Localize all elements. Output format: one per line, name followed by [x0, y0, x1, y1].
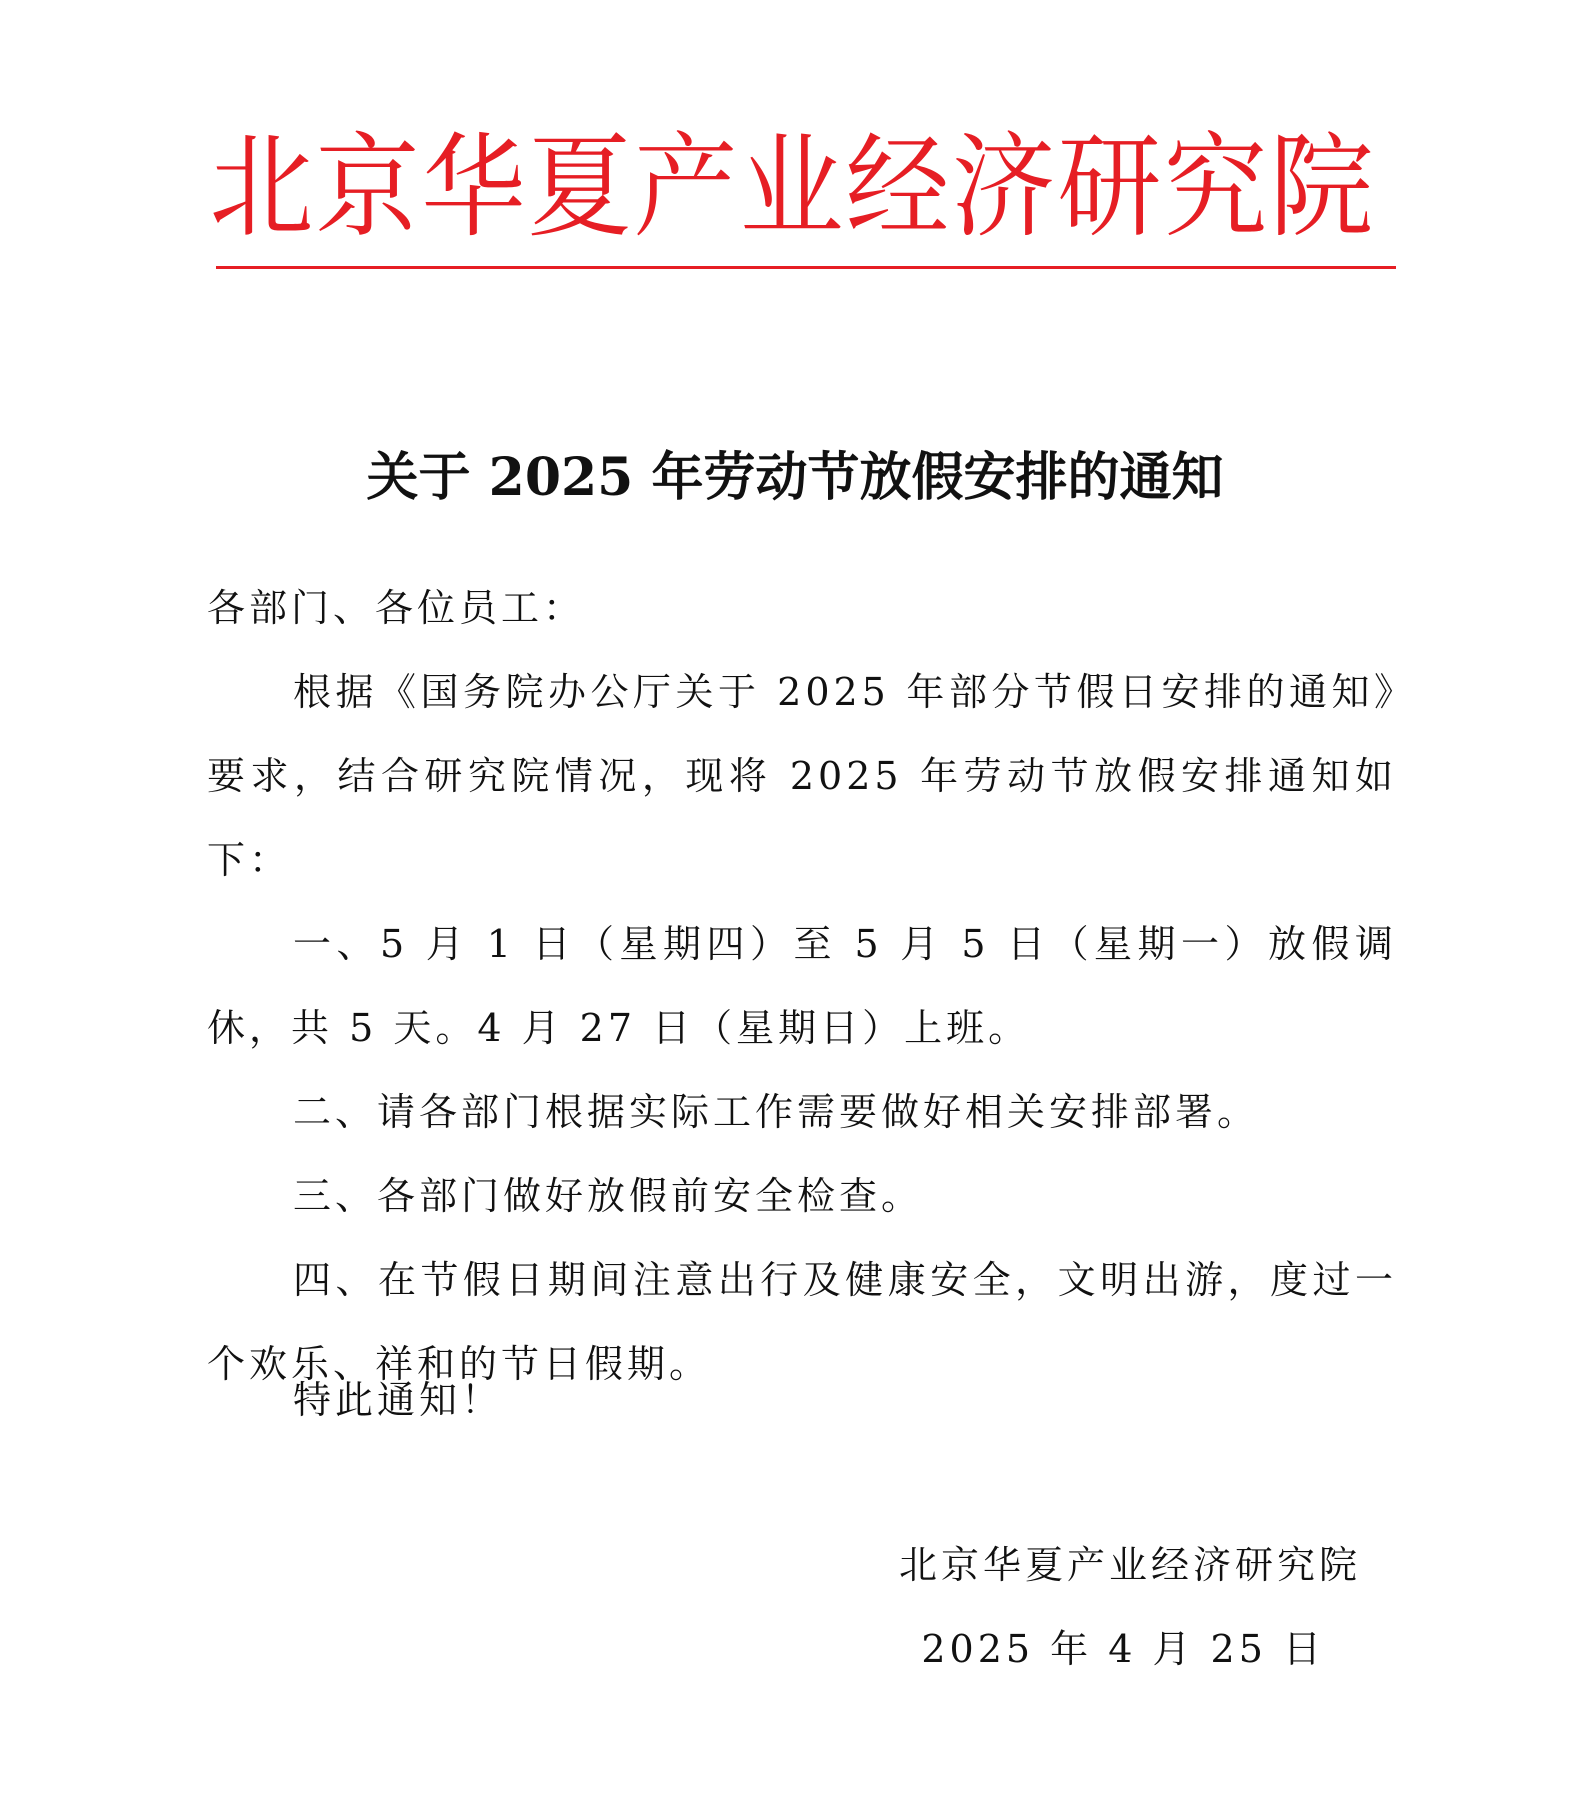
header-red-rule — [216, 266, 1396, 269]
document-body — [207, 566, 1397, 1406]
signature-organization: 北京华夏产业经济研究院 — [898, 1543, 1361, 1587]
paragraph-item-4: 四、在节假日期间注意出行及健康安全，文明出游，度过一个欢乐、祥和的节日假期。 — [207, 1258, 1397, 1386]
paragraph-item-3: 三、各部门做好放假前安全检查。 — [293, 1174, 924, 1218]
document-title: 关于 2025 年劳动节放假安排的通知 — [366, 447, 1224, 508]
signature-date: 2025 年 4 月 25 日 — [921, 1627, 1325, 1671]
organization-header: 北京华夏产业经济研究院 — [209, 121, 1376, 253]
salutation: 各部门、各位员工： — [207, 586, 586, 630]
paragraph-item-1: 一、5 月 1 日（星期四）至 5 月 5 日（星期一）放假调休，共 5 天。4 月 27 日（星期日）上班。 — [207, 922, 1397, 1050]
paragraph-item-2: 二、请各部门根据实际工作需要做好相关安排部署。 — [293, 1090, 1260, 1134]
paragraph-intro: 根据《国务院办公厅关于 2025 年部分节假日安排的通知》要求，结合研究院情况，现将 2025 年劳动节放假安排通知如下： — [207, 670, 1397, 882]
closing-remark: 特此通知！ — [293, 1378, 504, 1422]
